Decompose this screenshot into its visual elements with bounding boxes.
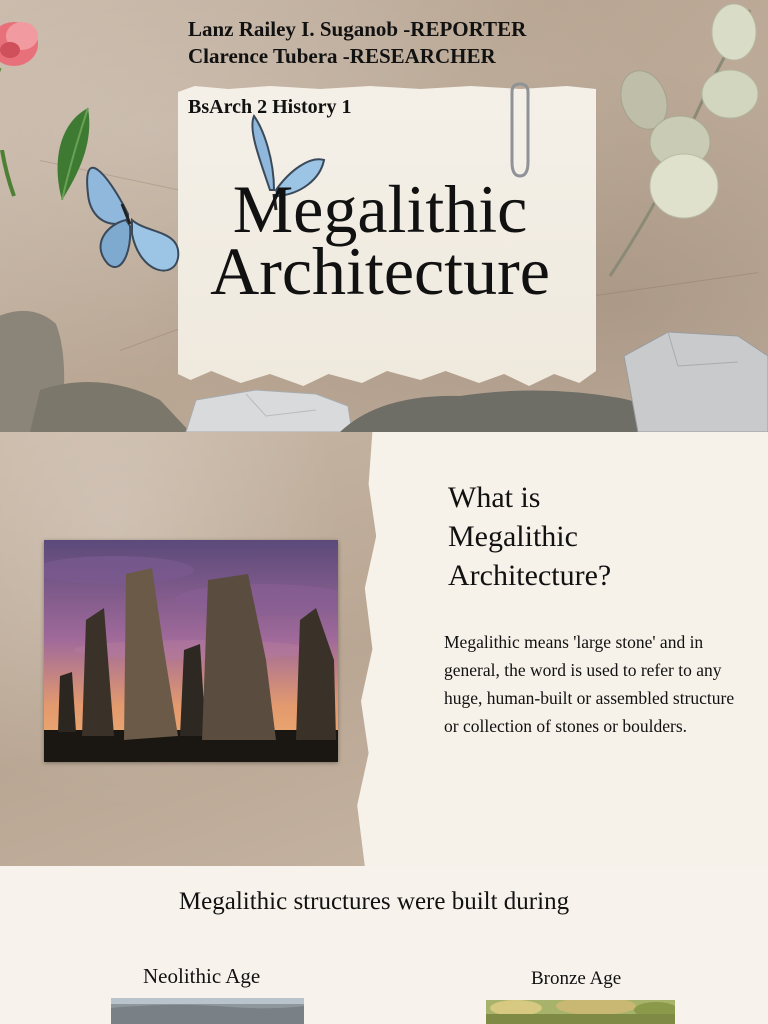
standing-stones-photo	[44, 540, 338, 762]
rock-icon	[176, 386, 356, 432]
butterfly-icon	[78, 134, 188, 284]
eucalyptus-icon	[600, 0, 768, 280]
heading-line-2: Megalithic	[448, 520, 578, 553]
bronze-age-image	[486, 1000, 675, 1024]
title-line-1: Megalithic	[232, 171, 528, 247]
paperclip-icon	[504, 82, 534, 182]
definition-heading	[448, 478, 748, 595]
heading-line-1: What is	[448, 481, 541, 514]
bronze-age-label: Bronze Age	[531, 968, 622, 989]
neolithic-age-label: Neolithic Age	[143, 964, 261, 988]
flower-icon	[0, 6, 56, 86]
presentation-title	[180, 171, 580, 309]
course-label: BsArch 2 History 1	[188, 96, 352, 118]
definition-body: Megalithic means 'large stone' and in general, the word is used to refer to any huge, human-built or assembled structure or collection of stones or boulders.	[444, 632, 735, 736]
stem-icon	[0, 150, 20, 200]
eras-slide	[0, 866, 768, 1024]
title-line-2: Architecture	[210, 233, 550, 309]
rock-icon	[618, 326, 768, 432]
eras-heading-text: Megalithic structures were built during	[178, 888, 570, 915]
rock-icon	[0, 300, 190, 432]
eras-heading	[0, 888, 768, 916]
heading-line-3: Architecture?	[448, 559, 612, 592]
neolithic-age-image	[111, 998, 304, 1024]
definition-slide	[0, 432, 768, 866]
reporter-credit: Lanz Railey I. Suganob -REPORTER	[188, 17, 527, 41]
title-slide	[0, 0, 768, 432]
researcher-credit: Clarence Tubera -RESEARCHER	[188, 44, 496, 68]
credits-block	[188, 16, 526, 70]
